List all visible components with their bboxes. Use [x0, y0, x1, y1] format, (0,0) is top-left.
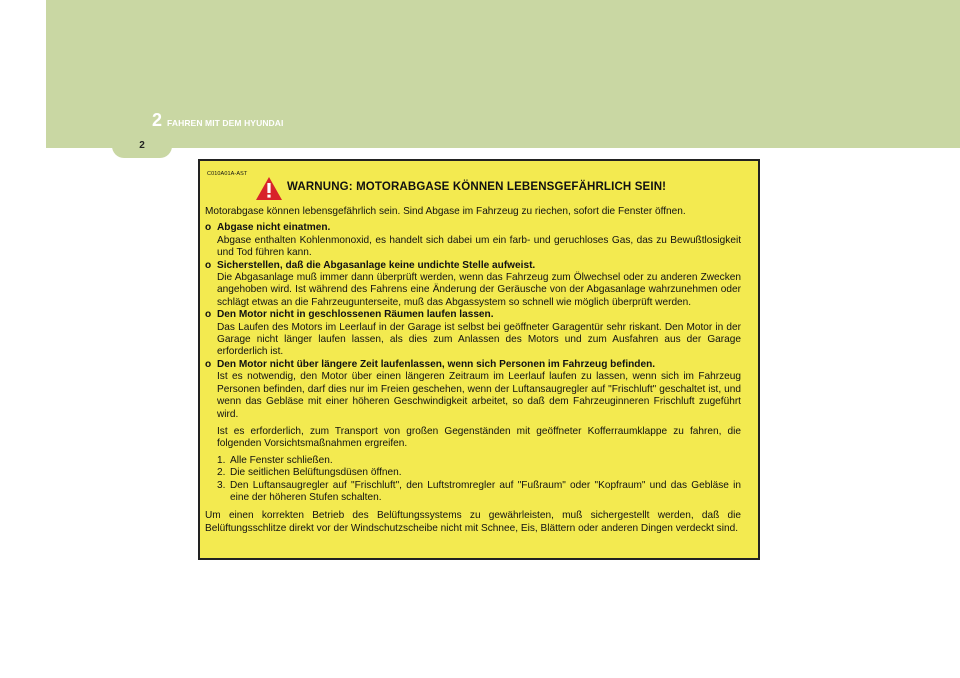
item-heading: Den Motor nicht über längere Zeit laufenlassen, wenn sich Personen im Fahrzeug befinden. — [217, 358, 656, 370]
step-text: Den Luftansaugregler auf "Frischluft", den Luftstromregler auf "Fußraum" oder "Kopfraum" und das Gebläse in eine der höheren Stufen schalten. — [230, 479, 741, 503]
item-heading: Sicherstellen, daß die Abgasanlage keine undichte Stelle aufweist. — [217, 259, 536, 271]
step-item — [217, 480, 741, 505]
list-item — [205, 222, 741, 259]
warning-intro: Motorabgase können lebensgefährlich sein. Sind Abgase im Fahrzeug zu riechen, sofort die Fenster öffnen. — [205, 206, 686, 217]
list-item — [205, 260, 741, 310]
list-item — [205, 359, 741, 504]
step-item — [217, 455, 741, 467]
bullet: o — [205, 358, 212, 370]
step-text: Die seitlichen Belüftungsdüsen öffnen. — [230, 467, 402, 479]
list-item — [205, 309, 741, 359]
item-heading: Abgase nicht einatmen. — [217, 222, 331, 234]
bullet: o — [205, 309, 212, 321]
warning-triangle-icon — [255, 176, 283, 201]
warning-outro: Um einen korrekten Betrieb des Belüftungssystems zu gewährleisten, muß sichergestellt werden, daß die Belüftungsschlitze direkt vor der Windschutzscheibe nicht mit Schnee, Eis, Blättern oder anderen Dingen verdeckt sind. — [205, 510, 741, 534]
step-number: 2. — [217, 467, 226, 479]
page-number: 2 — [139, 140, 145, 151]
item-text: Das Laufen des Motors im Leerlauf in der Garage ist selbst bei geöffneter Garagentür sehr riskant. Den Motor in der Garage nicht länger laufen lassen, als dies zum Anlassen des Motors und zum Ausfahren aus der Garage erforderlich ist. — [217, 321, 741, 358]
item-extra-text: Ist es erforderlich, zum Transport von großen Gegenständen mit geöffneter Kofferraumklappe zu fahren, die folgenden Vorsichtsmaßnahmen ergreifen. — [217, 425, 741, 450]
warning-title: WARNUNG: MOTORABGASE KÖNNEN LEBENSGEFÄHRLICH SEIN! — [287, 181, 667, 193]
step-number: 3. — [217, 479, 226, 491]
warning-title-row — [205, 176, 741, 206]
warning-code: C010A01A-AST — [207, 171, 248, 177]
chapter-title: FAHREN MIT DEM HYUNDAI — [167, 118, 284, 128]
item-text: Ist es notwendig, den Motor über einen längeren Zeitraum im Leerlauf laufen zu lassen, wenn sich im Fahrzeug Personen befinden, darf dies nur im Freien geschehen, wenn der Luftansaugregler auf "Frischluft" geschaltet ist, und wenn das Gebläse mit einer höheren Geschwindigkeit arbeitet, so daß dem Fahrzeuginneren Frischluft zugeführt wird. — [217, 371, 741, 420]
item-text: Abgase enthalten Kohlenmonoxid, es handelt sich dabei um ein farb- und geruchloses Gas, das zu Bewußtlosigkeit und Tod führen kann. — [217, 234, 741, 259]
steps-list — [217, 455, 741, 505]
item-heading: Den Motor nicht in geschlossenen Räumen laufen lassen. — [217, 309, 494, 321]
chapter-number: 2 — [152, 110, 163, 130]
warning-box — [198, 159, 760, 560]
step-item — [217, 467, 741, 479]
bullet: o — [205, 222, 212, 234]
step-text: Alle Fenster schließen. — [230, 454, 333, 466]
step-number: 1. — [217, 454, 226, 466]
item-text: Die Abgasanlage muß immer dann überprüft werden, wenn das Fahrzeug zum Ölwechsel oder zu anderen Zwecken angehoben wird. Ist während des Fahrens eine Änderung der Geräusche von der Abgasanlage wahrzunehmen oder schlägt etwas an die Fahrzeugunterseite, muß das Abgassystem so schnell wie möglich überprüft werden. — [217, 272, 741, 308]
bullet: o — [205, 259, 212, 271]
chapter-heading — [152, 110, 284, 131]
